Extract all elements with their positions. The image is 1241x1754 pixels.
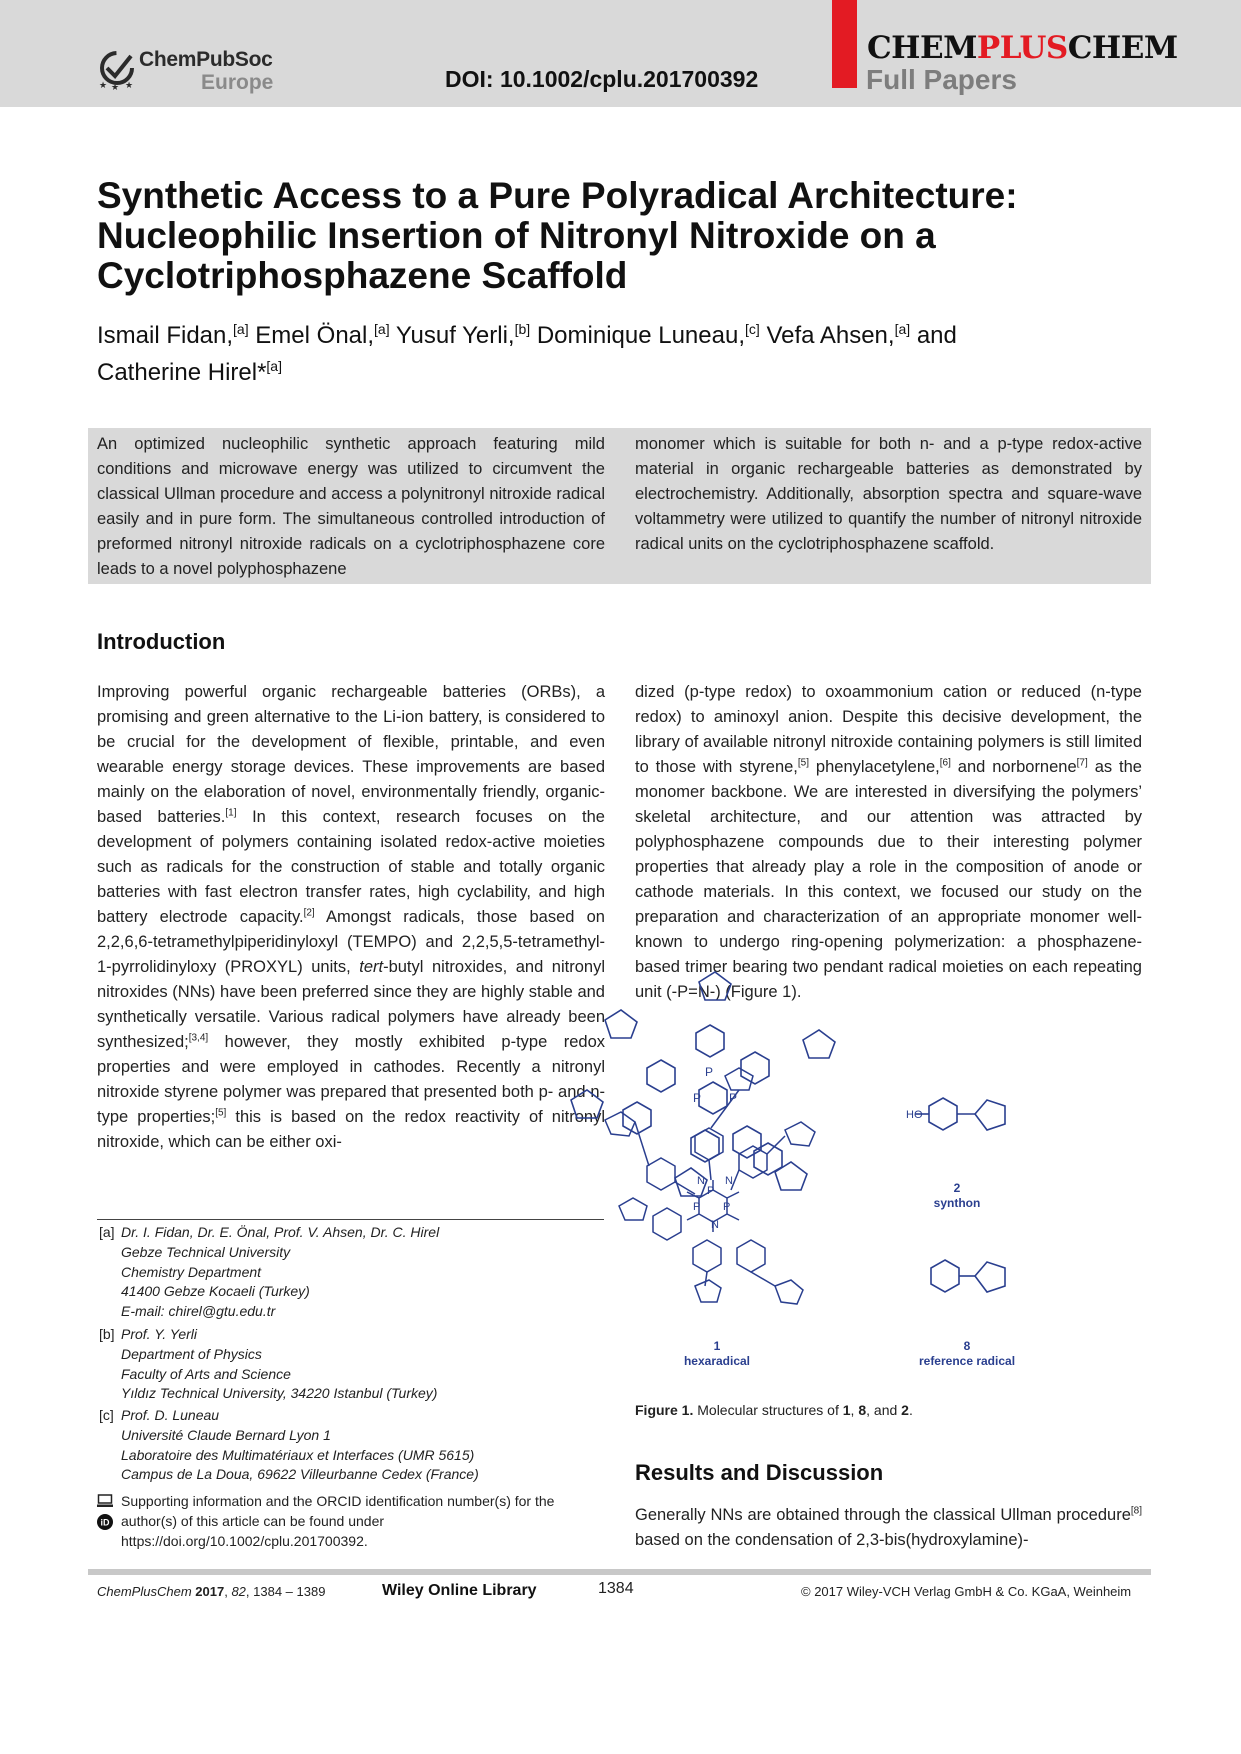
introduction-left-column xyxy=(97,680,605,1155)
footnote-line: Gebze Technical University xyxy=(121,1243,291,1260)
page-number: 1384 xyxy=(598,1580,634,1597)
copyright: © 2017 Wiley-VCH Verlag GmbH & Co. KGaA, Weinheim xyxy=(801,1584,1132,1599)
compound-1-number: 1 xyxy=(713,1339,721,1353)
imidazoline-ring xyxy=(605,1010,637,1038)
text-run: Generally NNs are obtained through the classical Ullman procedure xyxy=(635,1506,1131,1524)
phenyl-ring xyxy=(647,1060,675,1092)
journal-title xyxy=(867,30,1178,66)
article-title: Synthetic Access to a Pure Polyradical Architecture: Nucleophilic Insertion of Nitronyl Nitroxide on a Cyclotriphosphazene Scaffold xyxy=(97,175,1018,296)
footnote-line: Faculty of Arts and Science xyxy=(121,1365,291,1382)
citation-ref: [5] xyxy=(797,757,810,769)
introduction-heading: Introduction xyxy=(97,629,226,654)
author-name: Catherine Hirel* xyxy=(97,359,267,386)
journal-accent-bar xyxy=(832,0,857,88)
phosphazene-ring xyxy=(699,1082,727,1114)
svg-text:P: P xyxy=(693,1091,702,1105)
svg-text:★: ★ xyxy=(99,80,108,90)
doi[interactable]: DOI: 10.1002/cplu.201700392 xyxy=(445,66,759,92)
caption-end: . xyxy=(908,1402,913,1418)
author-affiliation-mark: [c] xyxy=(745,321,760,337)
text-run: as the monomer backbone. We are interested in diversifying the polymers’ skeletal architecture, and our attention was attracted by polyphosphazene compounds due to their interesting polymer properties that already play a role in the composition of anode or cathode materials. In this context, we focused our study on the preparation and characterization of an appropriate monomer well-known to undergo ring-opening polymerization: a phosphazene-based trimer bearing two pendant radical moieties on each repeating unit (-P=N-) (Figure 1). xyxy=(635,758,1142,1001)
caption-bold-2: 2 xyxy=(901,1402,909,1418)
footnote-rule xyxy=(97,1219,604,1220)
hexaradical-structure xyxy=(571,972,835,1196)
results-text xyxy=(635,1503,1142,1553)
text-run: and norbornene xyxy=(950,758,1077,776)
compound-1-name: hexaradical xyxy=(683,1354,751,1368)
svg-text:N: N xyxy=(725,1175,733,1187)
section-type: Full Papers xyxy=(866,64,1017,95)
imidazoline-ring xyxy=(975,1262,1005,1292)
computer-icon xyxy=(97,1494,113,1508)
svg-text:N: N xyxy=(697,1175,705,1187)
footnote-line: E-mail: chirel@gtu.edu.tr xyxy=(121,1303,276,1320)
author-name: Emel Önal, xyxy=(255,322,375,349)
reference-radical-structure xyxy=(931,1260,1005,1292)
text-run: this is based on the redox reactivity of nitronyl nitroxide, which can be either oxi- xyxy=(97,1108,605,1151)
footer-journal: ChemPlusChem xyxy=(97,1584,192,1599)
orcid-icon xyxy=(97,1514,113,1530)
phenyl-ring xyxy=(696,1025,724,1057)
caption-bold-1: 1 xyxy=(842,1402,851,1418)
footnote-tag: [c] xyxy=(99,1407,114,1423)
footer-pages: , 1384 – 1389 xyxy=(245,1584,326,1599)
publisher-name: ChemPubSoc xyxy=(139,48,273,71)
caption-bold-8: 8 xyxy=(858,1402,867,1418)
journal-title-part2: PLUS xyxy=(976,30,1068,66)
footnote-lines xyxy=(121,1223,439,1322)
text-run: based on the condensation of 2,3-bis(hydroxylamine)- xyxy=(635,1531,1029,1549)
citation-ref: [7] xyxy=(1076,757,1088,769)
svg-text:P: P xyxy=(705,1065,714,1079)
citation-ref: [1] xyxy=(225,807,237,819)
imidazoline-ring xyxy=(775,1162,807,1190)
author-affiliation-mark: [a] xyxy=(266,358,282,374)
footnote-line: Yıldız Technical University, 34220 Istanbul (Turkey) xyxy=(121,1385,438,1402)
svg-text:HO: HO xyxy=(906,1109,923,1121)
footnote-line: Prof. Y. Yerli xyxy=(121,1326,198,1342)
footnote-lines xyxy=(121,1406,479,1485)
footnote-tag: [b] xyxy=(99,1326,115,1342)
phenyl-ring xyxy=(741,1052,769,1084)
caption-text: Molecular structures of xyxy=(693,1402,843,1418)
author-name: and xyxy=(916,322,957,349)
caption-separator-1: , xyxy=(850,1402,859,1418)
compound-8-name: reference radical xyxy=(918,1354,1016,1368)
footer-volume: 82 xyxy=(231,1584,246,1599)
compound-2-number: 2 xyxy=(953,1181,961,1195)
svg-text:N: N xyxy=(711,1219,719,1231)
svg-text:P: P xyxy=(723,1201,731,1213)
citation-ref: [8] xyxy=(1130,1505,1142,1517)
results-heading: Results and Discussion xyxy=(635,1460,884,1485)
chempubsoc-logo-icon xyxy=(97,46,141,90)
svg-text:P: P xyxy=(707,1185,715,1197)
footnote-lines xyxy=(121,1325,437,1404)
citation-ref: [3,4] xyxy=(188,1032,209,1044)
wiley-online-library-link[interactable]: Wiley Online Library xyxy=(382,1582,537,1599)
footnote-line: Laboratoire des Multimatériaux et Interfaces (UMR 5615) xyxy=(121,1446,475,1463)
author-list xyxy=(97,314,1097,388)
citation-ref: [5] xyxy=(215,1107,227,1119)
footer-rule xyxy=(88,1569,1151,1575)
imidazoline-ring xyxy=(975,1100,1005,1130)
phenyl-ring xyxy=(754,1143,782,1175)
figure-1-caption xyxy=(635,1402,913,1418)
hexaradical-atom-labels xyxy=(693,1065,737,1105)
supporting-info-text: Supporting information and the ORCID identification number(s) for the author(s) of this article can be found under https://doi.org/10.1002/cplu.201700392. xyxy=(121,1493,555,1549)
journal-title-part3: CHEM xyxy=(1067,30,1178,66)
svg-text:iD: iD xyxy=(100,1517,110,1528)
author-name: Vefa Ahsen, xyxy=(766,322,895,349)
text-run: In this context, research focuses on the development of polymers containing isolated redox-active moieties such as radicals for the construction of stable and totally organic batteries with fast electron transfer rates, high cyclability, and high battery electrode capacity. xyxy=(97,808,605,926)
text-run: Improving powerful organic rechargeable batteries (ORBs), a promising and green alternative to the Li-ion battery, is considered to be crucial for the development of flexible, printable, and even wearable energy storage devices. These improvements are based mainly on the elaboration of novel, environmentally friendly, organic-based batteries. xyxy=(97,683,605,826)
text-run: -butyl nitroxides, and nitronyl nitroxides (NNs) have been preferred since they are highly stable and synthetically versatile. Various radical polymers have already been synthesized; xyxy=(97,958,605,1051)
introduction-right-column xyxy=(635,680,1142,1005)
footnote-line: 41400 Gebze Kocaeli (Turkey) xyxy=(121,1283,310,1300)
caption-label: Figure 1. xyxy=(635,1402,694,1418)
footnote-line: Prof. D. Luneau xyxy=(121,1407,220,1423)
author-name: Dominique Luneau, xyxy=(536,322,745,349)
figure-1-structures xyxy=(635,1065,1155,1390)
abstract-right-column: monomer which is suitable for both n- and a p-type redox-active material in organic rechargeable batteries as demonstrated by electrochemistry. Additionally, absorption spectra and square-wave voltammetry were utilized to quantify the number of nitronyl nitroxide radical units on the cyclotriphosphazene scaffold. xyxy=(635,435,1142,553)
footnote-line: Chemistry Department xyxy=(121,1263,262,1280)
caption-separator-2: , and xyxy=(866,1402,902,1418)
author-affiliation-mark: [a] xyxy=(374,321,390,337)
publisher-region: Europe xyxy=(201,71,274,94)
author-affiliation-mark: [a] xyxy=(894,321,911,337)
citation-ref: [6] xyxy=(939,757,951,769)
footnote-line: Campus de La Doua, 69622 Villeurbanne Cedex (France) xyxy=(121,1466,479,1483)
compound-8-number: 8 xyxy=(963,1339,971,1353)
svg-text:★: ★ xyxy=(125,80,134,90)
footnote-line: Department of Physics xyxy=(121,1345,262,1362)
publisher-logo xyxy=(97,44,287,96)
svg-text:★: ★ xyxy=(111,82,120,92)
footer-citation: ChemPlusChem 2017, 82, 1384 – 1389 xyxy=(97,1584,326,1599)
text-run: however, they mostly exhibited p-type redox properties and were employed in cathodes. Recently a nitronyl nitroxide styrene polymer was prepared that presented both p- and n-type properties; xyxy=(97,1033,605,1126)
svg-text:P: P xyxy=(729,1091,738,1105)
imidazoline-ring xyxy=(803,1030,835,1058)
author-name: Yusuf Yerli, xyxy=(395,322,515,349)
text-run: dized (p-type redox) to oxoammonium cation or reduced (n-type redox) to aminoxyl anion. Despite this decisive development, the library of available nitronyl nitroxide containing polymers is still limited to those with styrene, xyxy=(635,683,1142,776)
author-name: Ismail Fidan, xyxy=(97,322,234,349)
text-run: phenylacetylene, xyxy=(809,758,940,776)
footer-year: 2017 xyxy=(195,1584,225,1599)
abstract-left-column: An optimized nucleophilic synthetic approach featuring mild conditions and microwave energy was utilized to circumvent the classical Ullman procedure and access a polynitronyl nitroxide radical easily and in pure form. The simultaneous controlled introduction of preformed nitronyl nitroxide radicals on a cyclotriphosphazene core leads to a novel polyphosphazene xyxy=(97,435,605,578)
author-affiliation-mark: [a] xyxy=(233,321,249,337)
italic-term: tert xyxy=(359,958,384,976)
phenyl-ring xyxy=(929,1098,957,1130)
footnote-line: Université Claude Bernard Lyon 1 xyxy=(121,1426,331,1443)
footnote-line: Dr. I. Fidan, Dr. E. Önal, Prof. V. Ahsen, Dr. C. Hirel xyxy=(121,1224,440,1240)
author-affiliation-mark: [b] xyxy=(514,321,531,337)
svg-text:P: P xyxy=(693,1201,701,1213)
journal-title-part1: CHEM xyxy=(867,30,977,66)
footnote-tag: [a] xyxy=(99,1224,115,1240)
phenyl-ring xyxy=(931,1260,959,1292)
phenyl-ring xyxy=(733,1126,761,1158)
compound-2-name: synthon xyxy=(933,1196,981,1210)
text-run: Amongst radicals, those based on 2,2,6,6-tetramethylpiperidinyloxyl (TEMPO) and 2,2,5,5-tetramethyl-1-pyrrolidinyloxy (PROXYL) units, xyxy=(97,908,605,976)
synthon-structure xyxy=(915,1098,1005,1130)
citation-ref: [2] xyxy=(303,907,315,919)
